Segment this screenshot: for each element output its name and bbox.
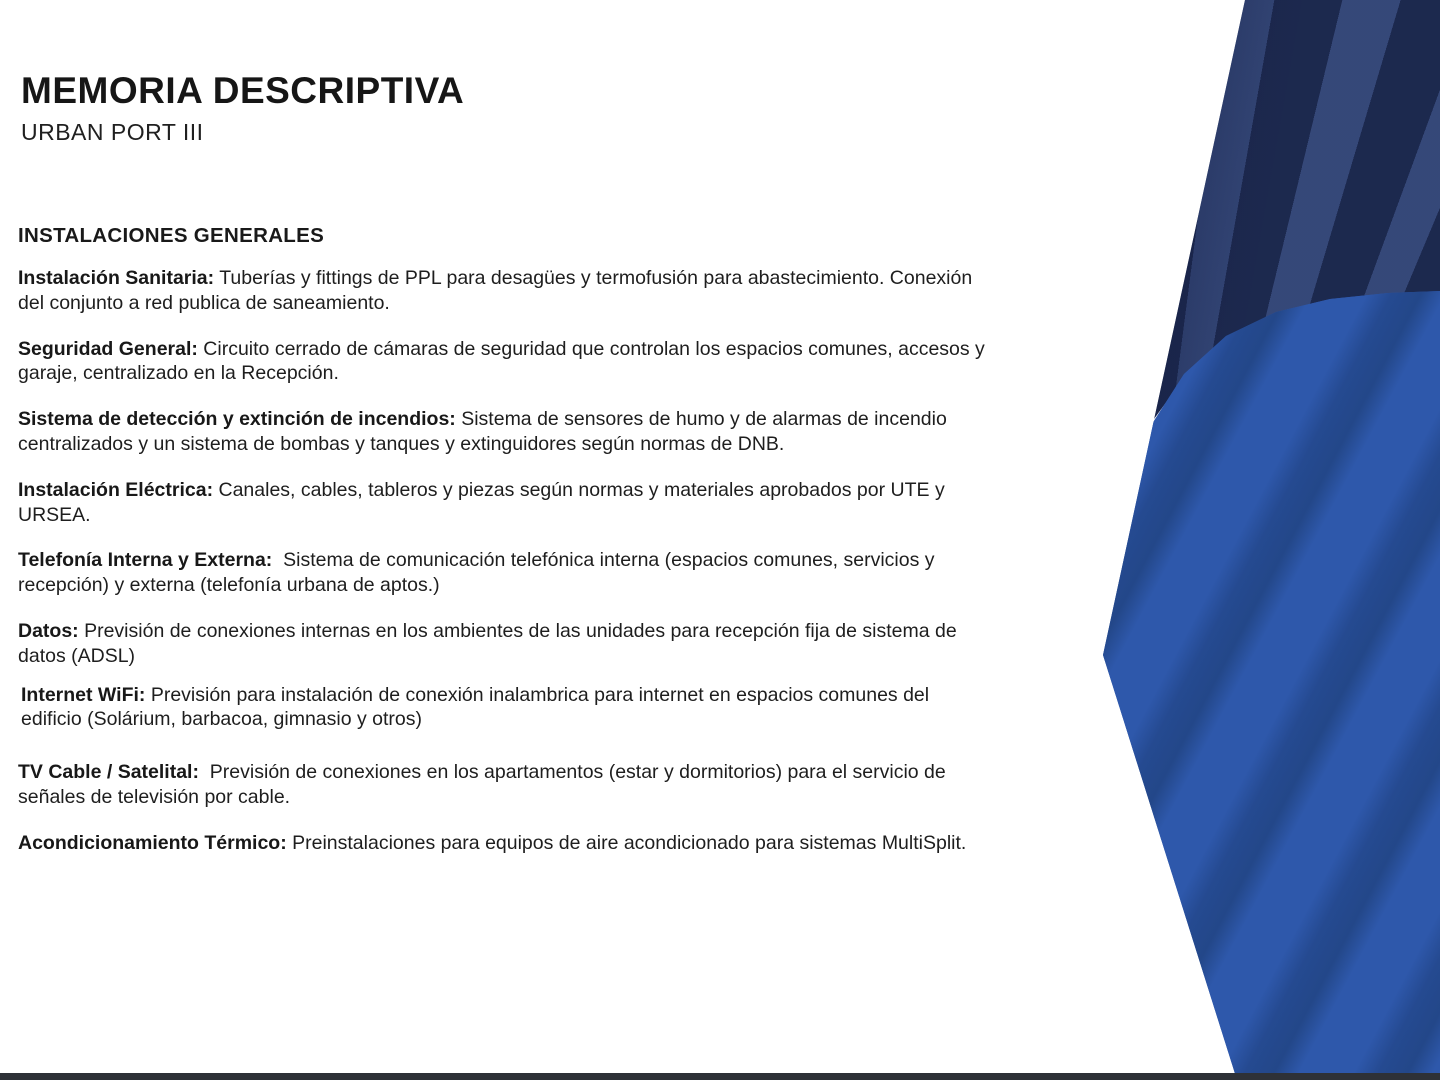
bottom-bar [0,1073,1440,1080]
paragraph-telefonia [18,548,986,598]
decorative-architecture-image [1088,0,1440,1080]
paragraph-text: Sistema de comunicación telefónica interna (espacios comunes, servicios y recepción) y externa (telefonía urbana de aptos.) [18,549,940,597]
paragraph-text: Circuito cerrado de cámaras de seguridad que controlan los espacios comunes, accesos y garaje, centralizado en la Recepción. [18,337,991,385]
paragraph-text: Canales, cables, tableros y piezas según normas y materiales aprobados por UTE y URSEA. [18,478,951,526]
paragraph-text: Sistema de sensores de humo y de alarmas de incendio centralizados y un sistema de bombas y tanques y extinguidores según normas de DNB. [18,408,953,455]
paragraph-text: Preinstalaciones para equipos de aire acondicionado para sistemas MultiSplit. [286,831,967,854]
paragraph-instalacion-sanitaria [18,266,986,316]
content-column [18,266,991,877]
paragraph-seguridad-general [18,337,991,387]
paragraph-term: Instalación Eléctrica: [18,478,214,501]
paragraph-deteccion-incendios [18,407,986,457]
paragraph-text: Previsión de conexiones internas en los ambientes de las unidades para recepción fija de sistema de datos (ADSL) [18,619,963,667]
paragraph-internet-wifi [21,683,986,733]
paragraph-term: Sistema de detección y extinción de incendios: [18,408,456,431]
paragraph-term: Datos: [18,619,79,642]
paragraph-instalacion-electrica [18,478,986,528]
paragraph-text: Previsión para instalación de conexión inalambrica para internet en espacios comunes del edificio (Solárium, barbacoa, gimnasio y otros) [21,683,935,731]
page-title: MEMORIA DESCRIPTIVA [21,70,465,111]
paragraph-term: Telefonía Interna y Externa: [18,549,273,572]
paragraph-term: Internet WiFi: [21,683,146,706]
paragraph-text: Previsión de conexiones en los apartamentos (estar y dormitorios) para el servicio de señales de televisión por cable. [18,761,952,808]
page-subtitle: URBAN PORT III [21,119,204,145]
paragraph-term: Seguridad General: [18,337,198,360]
paragraph-term: Acondicionamiento Térmico: [18,831,287,854]
paragraph-datos [18,619,986,669]
section-heading: INSTALACIONES GENERALES [18,224,325,247]
paragraph-term: TV Cable / Satelital: [18,761,199,784]
paragraph-tv-cable-satelital [18,760,986,810]
paragraph-acondicionamiento-termico [18,831,986,856]
paragraph-text: Tuberías y fittings de PPL para desagües y termofusión para abastecimiento. Conexión del conjunto a red publica de saneamiento. [18,267,978,314]
header [21,70,464,146]
paragraph-term: Instalación Sanitaria: [18,267,215,289]
